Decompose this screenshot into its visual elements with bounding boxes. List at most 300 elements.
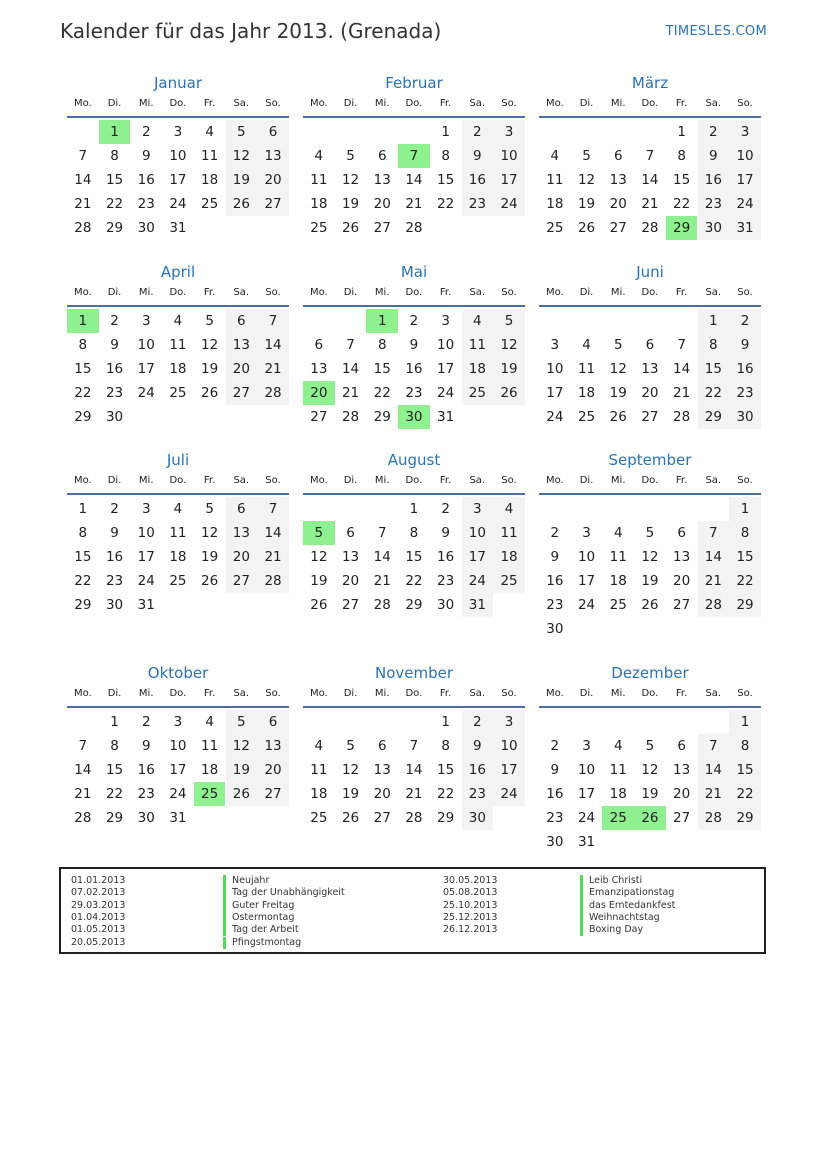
weekday-label: Mi.	[374, 688, 390, 699]
weekday-label: Di.	[107, 287, 122, 298]
weekday-label: Do.	[641, 475, 659, 486]
day-cell: 16	[137, 762, 155, 778]
weekday-label: Mo.	[309, 287, 328, 298]
weekday-label: Mo.	[73, 98, 92, 109]
day-cell: 9	[141, 148, 151, 164]
day-cell: 16	[546, 573, 564, 589]
day-cell: 4	[205, 124, 214, 140]
day-cell: 18	[577, 385, 596, 401]
day-cell: 1	[677, 124, 686, 140]
weekday-label: So.	[265, 287, 281, 298]
weekday-label: Fr.	[675, 688, 688, 699]
weekday-label: Do.	[405, 98, 423, 109]
weekday-label: Fr.	[439, 688, 452, 699]
holiday-legend	[59, 867, 766, 954]
day-cell: 27	[257, 192, 289, 216]
day-cell: 14	[373, 549, 391, 565]
legend-holiday-name: Tag der Unabhängigkeit	[223, 887, 345, 899]
day-cell: 5	[645, 738, 655, 754]
day-cell: 3	[493, 710, 525, 734]
day-cell: 2	[729, 309, 761, 333]
day-cell: 18	[169, 549, 187, 565]
weekday-label: Fr.	[203, 98, 216, 109]
day-cell: 15	[729, 758, 761, 782]
day-cell: 18	[462, 357, 494, 381]
day-cell: 14	[74, 172, 92, 188]
day-cell: 15	[437, 172, 455, 188]
day-cell: 29	[74, 597, 92, 613]
weekday-label: Mi.	[374, 98, 390, 109]
day-cell: 27	[257, 782, 289, 806]
site-link[interactable]: TIMESLES.COM	[665, 24, 767, 39]
weekday-label: Sa.	[469, 287, 486, 298]
day-cell: 27	[673, 810, 691, 826]
day-cell: 22	[698, 381, 730, 405]
weekday-label: So.	[737, 98, 753, 109]
day-cell: 10	[577, 549, 596, 565]
day-cell: 28	[373, 597, 391, 613]
day-cell: 17	[493, 758, 525, 782]
day-cell: 6	[226, 309, 258, 333]
day-cell: 10	[137, 337, 155, 353]
legend-holiday-name: Leib Christi	[580, 875, 642, 887]
weekday-header	[67, 283, 289, 307]
legend-holiday-name: Boxing Day	[580, 924, 643, 936]
day-cell: 27	[310, 409, 328, 425]
day-cell: 30	[105, 409, 124, 425]
day-cell: 14	[257, 521, 289, 545]
day-cell: 2	[698, 120, 730, 144]
day-cell: 5	[205, 313, 214, 329]
holiday-day: 5	[303, 521, 335, 545]
weekday-label: Do.	[405, 688, 423, 699]
day-cell: 3	[582, 525, 591, 541]
day-cell: 5	[493, 309, 525, 333]
day-cell: 8	[110, 738, 119, 754]
day-cell: 14	[641, 172, 659, 188]
day-cell: 28	[405, 810, 423, 826]
day-cell: 23	[137, 196, 155, 212]
month-januar	[67, 72, 289, 262]
holiday-day: 25	[602, 806, 634, 830]
day-cell: 11	[310, 762, 328, 778]
day-cell: 1	[729, 497, 761, 521]
weekday-label: Sa.	[233, 287, 250, 298]
day-cell: 3	[441, 313, 450, 329]
day-cell: 13	[641, 361, 659, 377]
day-cell: 21	[257, 545, 289, 569]
weekday-label: Mo.	[73, 287, 92, 298]
day-cell: 1	[78, 501, 88, 517]
day-cell: 4	[173, 501, 183, 517]
day-cell: 2	[550, 525, 560, 541]
legend-date: 25.10.2013	[443, 899, 498, 911]
day-cell: 8	[729, 521, 761, 545]
day-cell: 29	[698, 405, 730, 429]
day-cell: 7	[698, 734, 730, 758]
day-cell: 2	[110, 313, 119, 329]
day-cell: 12	[310, 549, 328, 565]
day-cell: 28	[257, 569, 289, 593]
day-cell: 31	[137, 597, 155, 613]
month-name: April	[160, 263, 196, 281]
legend-holiday-name: Guter Freitag	[223, 900, 294, 912]
day-cell: 15	[437, 762, 455, 778]
weekday-label: Do.	[405, 287, 423, 298]
weekday-label: Fr.	[675, 98, 688, 109]
weekday-header	[539, 283, 761, 307]
month-name: August	[387, 451, 441, 469]
weekday-label: So.	[265, 475, 281, 486]
day-cell: 21	[405, 786, 423, 802]
day-cell: 10	[493, 144, 525, 168]
weekday-label: Mo.	[309, 98, 328, 109]
month-märz	[539, 72, 761, 262]
day-cell: 9	[550, 762, 560, 778]
day-cell: 28	[673, 409, 691, 425]
day-cell: 5	[226, 120, 258, 144]
day-cell: 17	[437, 361, 455, 377]
weekday-label: Mo.	[545, 98, 564, 109]
weekday-label: So.	[265, 688, 281, 699]
day-cell: 4	[314, 738, 324, 754]
month-name: März	[631, 74, 669, 92]
day-cell: 22	[105, 786, 124, 802]
weekday-label: Sa.	[705, 475, 722, 486]
day-cell: 19	[641, 786, 659, 802]
day-cell: 12	[641, 762, 659, 778]
day-cell: 23	[546, 810, 564, 826]
day-cell: 13	[310, 361, 328, 377]
day-cell: 11	[609, 549, 627, 565]
day-cell: 4	[173, 313, 183, 329]
day-cell: 7	[257, 497, 289, 521]
day-cell: 26	[641, 597, 659, 613]
weekday-label: Mo.	[309, 475, 328, 486]
day-cell: 19	[341, 196, 360, 212]
day-cell: 27	[373, 220, 391, 236]
day-cell: 7	[409, 738, 419, 754]
day-cell: 17	[137, 549, 155, 565]
day-cell: 22	[437, 786, 455, 802]
weekday-header	[67, 471, 289, 495]
day-cell: 26	[341, 220, 360, 236]
day-cell: 2	[409, 313, 419, 329]
day-cell: 25	[169, 573, 187, 589]
day-cell: 22	[373, 385, 391, 401]
day-cell: 21	[74, 786, 92, 802]
day-cell: 8	[110, 148, 119, 164]
day-cell: 16	[405, 361, 423, 377]
day-cell: 24	[137, 385, 155, 401]
holiday-day: 29	[666, 216, 698, 240]
day-cell: 21	[341, 385, 360, 401]
weekday-label: Sa.	[705, 287, 722, 298]
day-cell: 28	[698, 593, 730, 617]
day-cell: 26	[609, 409, 627, 425]
day-grid	[67, 307, 289, 451]
day-cell: 24	[577, 597, 596, 613]
day-cell: 24	[546, 409, 564, 425]
month-juni	[539, 261, 761, 451]
weekday-label: Di.	[343, 287, 358, 298]
day-cell: 25	[546, 220, 564, 236]
day-cell: 13	[673, 549, 691, 565]
day-cell: 25	[310, 220, 328, 236]
day-cell: 8	[698, 333, 730, 357]
day-cell: 2	[441, 501, 450, 517]
day-cell: 7	[698, 521, 730, 545]
day-cell: 17	[462, 545, 494, 569]
day-cell: 27	[609, 220, 627, 236]
day-cell: 17	[169, 172, 187, 188]
day-grid	[539, 495, 761, 639]
day-cell: 10	[169, 148, 187, 164]
day-cell: 14	[405, 172, 423, 188]
day-cell: 15	[105, 172, 124, 188]
day-cell: 3	[173, 124, 183, 140]
day-cell: 5	[582, 148, 591, 164]
day-cell: 5	[613, 337, 623, 353]
legend-holiday-name: das Erntedankfest	[580, 900, 675, 912]
day-cell: 3	[141, 313, 151, 329]
day-cell: 8	[677, 148, 686, 164]
weekday-label: Sa.	[233, 475, 250, 486]
day-cell: 1	[441, 714, 450, 730]
day-cell: 30	[698, 216, 730, 240]
day-cell: 2	[141, 714, 151, 730]
holiday-day: 1	[99, 120, 131, 144]
day-cell: 29	[105, 220, 124, 236]
day-cell: 24	[462, 569, 494, 593]
day-cell: 10	[437, 337, 455, 353]
day-cell: 9	[550, 549, 560, 565]
holiday-day: 26	[634, 806, 666, 830]
day-cell: 29	[729, 593, 761, 617]
legend-holiday-name: Weihnachtstag	[580, 912, 660, 924]
weekday-label: Mi.	[610, 475, 626, 486]
day-cell: 6	[257, 120, 289, 144]
day-cell: 8	[78, 337, 88, 353]
day-cell: 6	[377, 148, 387, 164]
day-cell: 6	[677, 525, 686, 541]
day-cell: 21	[373, 573, 391, 589]
day-cell: 20	[226, 357, 258, 381]
day-cell: 18	[609, 786, 627, 802]
day-cell: 24	[437, 385, 455, 401]
day-cell: 14	[341, 361, 360, 377]
month-name: Oktober	[147, 664, 209, 682]
day-cell: 21	[698, 782, 730, 806]
weekday-label: Sa.	[469, 98, 486, 109]
day-cell: 13	[373, 762, 391, 778]
day-cell: 11	[609, 762, 627, 778]
legend-date: 01.05.2013	[71, 924, 126, 936]
day-cell: 4	[550, 148, 560, 164]
day-cell: 15	[405, 549, 423, 565]
day-cell: 2	[462, 120, 494, 144]
day-cell: 15	[105, 762, 124, 778]
weekday-label: Mo.	[545, 287, 564, 298]
day-cell: 28	[74, 810, 92, 826]
day-cell: 3	[141, 501, 151, 517]
day-grid	[303, 708, 525, 852]
month-name: Juni	[636, 263, 664, 281]
day-cell: 12	[577, 172, 596, 188]
weekday-label: So.	[737, 287, 753, 298]
day-cell: 13	[257, 734, 289, 758]
weekday-label: Sa.	[233, 688, 250, 699]
legend-holiday-name: Neujahr	[223, 875, 269, 887]
day-cell: 11	[201, 148, 219, 164]
day-cell: 27	[226, 569, 258, 593]
day-cell: 22	[405, 573, 423, 589]
day-cell: 23	[462, 192, 494, 216]
weekday-label: Mo.	[545, 475, 564, 486]
weekday-header	[67, 684, 289, 708]
month-dezember	[539, 662, 761, 852]
weekday-label: Mi.	[138, 98, 154, 109]
day-cell: 8	[409, 525, 419, 541]
weekday-label: Fr.	[439, 287, 452, 298]
day-cell: 19	[609, 385, 627, 401]
day-cell: 13	[373, 172, 391, 188]
day-cell: 23	[462, 782, 494, 806]
day-cell: 30	[546, 834, 564, 850]
day-cell: 28	[257, 381, 289, 405]
day-cell: 13	[609, 172, 627, 188]
day-cell: 24	[493, 782, 525, 806]
day-cell: 30	[137, 810, 155, 826]
weekday-label: Fr.	[203, 475, 216, 486]
day-cell: 30	[437, 597, 455, 613]
day-cell: 23	[405, 385, 423, 401]
day-cell: 10	[546, 361, 564, 377]
day-cell: 20	[257, 758, 289, 782]
weekday-label: Do.	[641, 688, 659, 699]
day-cell: 21	[74, 196, 92, 212]
weekday-label: Fr.	[675, 287, 688, 298]
day-cell: 9	[110, 525, 119, 541]
day-cell: 18	[609, 573, 627, 589]
day-cell: 28	[74, 220, 92, 236]
day-cell: 19	[201, 549, 219, 565]
day-cell: 11	[201, 738, 219, 754]
day-cell: 6	[613, 148, 623, 164]
day-grid	[303, 307, 525, 451]
day-grid	[303, 118, 525, 262]
day-cell: 29	[105, 810, 124, 826]
day-cell: 13	[226, 521, 258, 545]
day-cell: 23	[546, 597, 564, 613]
day-cell: 7	[78, 148, 88, 164]
day-grid	[303, 495, 525, 639]
day-cell: 3	[550, 337, 560, 353]
day-cell: 29	[373, 409, 391, 425]
weekday-label: Di.	[579, 475, 594, 486]
day-cell: 12	[226, 144, 258, 168]
day-cell: 13	[341, 549, 360, 565]
day-cell: 27	[341, 597, 360, 613]
day-cell: 18	[201, 172, 219, 188]
legend-date: 29.03.2013	[71, 899, 126, 911]
day-cell: 6	[314, 337, 324, 353]
weekday-label: Di.	[107, 475, 122, 486]
day-cell: 17	[729, 168, 761, 192]
day-cell: 30	[137, 220, 155, 236]
weekday-label: Do.	[405, 475, 423, 486]
day-cell: 11	[169, 525, 187, 541]
legend-date: 26.12.2013	[443, 924, 498, 936]
legend-date: 01.01.2013	[71, 875, 126, 886]
month-name: Dezember	[611, 664, 689, 682]
day-cell: 25	[609, 597, 627, 613]
legend-holiday-name: Emanzipationstag	[580, 887, 674, 899]
day-grid	[539, 118, 761, 262]
day-cell: 31	[437, 409, 455, 425]
day-cell: 12	[201, 337, 219, 353]
day-cell: 20	[673, 786, 691, 802]
legend-date: 30.05.2013	[443, 875, 498, 886]
day-cell: 26	[201, 573, 219, 589]
day-cell: 19	[493, 357, 525, 381]
weekday-label: Sa.	[705, 688, 722, 699]
day-cell: 24	[169, 196, 187, 212]
day-cell: 16	[462, 758, 494, 782]
day-cell: 22	[729, 569, 761, 593]
day-cell: 30	[105, 597, 124, 613]
weekday-label: Fr.	[203, 287, 216, 298]
day-cell: 12	[493, 333, 525, 357]
weekday-header	[67, 94, 289, 118]
day-cell: 9	[441, 525, 450, 541]
day-cell: 18	[310, 786, 328, 802]
day-cell: 11	[169, 337, 187, 353]
day-cell: 6	[377, 738, 387, 754]
day-cell: 18	[169, 361, 187, 377]
day-cell: 10	[577, 762, 596, 778]
day-cell: 3	[173, 714, 183, 730]
day-grid	[67, 708, 289, 852]
day-cell: 14	[673, 361, 691, 377]
weekday-label: Di.	[579, 98, 594, 109]
day-cell: 9	[698, 144, 730, 168]
day-cell: 5	[346, 738, 355, 754]
day-cell: 29	[74, 409, 92, 425]
day-cell: 17	[577, 573, 596, 589]
day-cell: 10	[462, 521, 494, 545]
weekday-label: Sa.	[705, 98, 722, 109]
day-cell: 26	[577, 220, 596, 236]
day-cell: 2	[550, 738, 560, 754]
month-februar	[303, 72, 525, 262]
day-cell: 6	[346, 525, 355, 541]
month-name: November	[374, 664, 454, 682]
day-cell: 17	[546, 385, 564, 401]
weekday-header	[303, 471, 525, 495]
day-cell: 8	[729, 734, 761, 758]
day-cell: 30	[729, 405, 761, 429]
day-cell: 10	[137, 525, 155, 541]
weekday-label: Do.	[641, 98, 659, 109]
day-cell: 28	[641, 220, 659, 236]
day-cell: 20	[373, 196, 391, 212]
day-cell: 25	[310, 810, 328, 826]
day-cell: 8	[377, 337, 387, 353]
month-april	[67, 261, 289, 451]
day-cell: 12	[341, 172, 360, 188]
day-cell: 10	[169, 738, 187, 754]
